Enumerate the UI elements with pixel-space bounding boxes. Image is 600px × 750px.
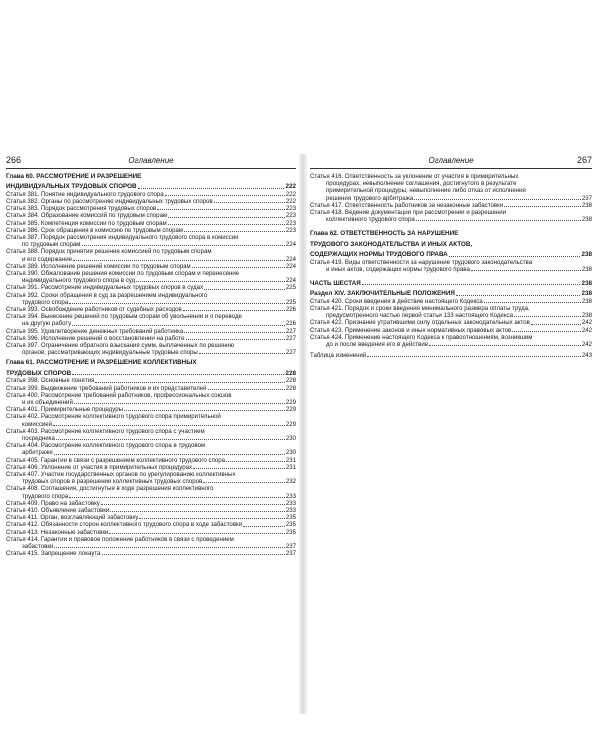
dot-leader xyxy=(484,301,581,303)
toc-heading xyxy=(310,230,592,237)
toc-entry xyxy=(310,202,592,209)
dot-leader xyxy=(186,338,285,340)
entry-page-number: 238 xyxy=(581,216,592,224)
entry-title: коллективного трудового спора xyxy=(326,216,415,224)
entry-page-number: 242 xyxy=(581,341,592,349)
dot-leader xyxy=(157,208,285,210)
entry-page-number: 231 xyxy=(285,456,296,464)
spacer xyxy=(310,223,592,227)
toc-entry xyxy=(6,442,296,449)
entry-title: Статья 416. Ответственность за уклонение от участия в примирительных xyxy=(310,173,519,180)
entry-title: и иных актов, содержащих нормы трудового права xyxy=(326,265,470,273)
running-head xyxy=(310,154,592,169)
dot-leader xyxy=(168,223,285,225)
entry-page-number: 223 xyxy=(285,226,296,234)
toc-entry xyxy=(6,234,296,241)
entry-title: СОДЕРЖАЩИХ НОРМЫ ТРУДОВОГО ПРАВА xyxy=(310,251,448,259)
dot-leader xyxy=(53,424,285,426)
entry-page-number: 223 xyxy=(285,219,296,227)
toc-entry xyxy=(310,216,592,223)
entry-title: Статья 423. Применение законов и иных нормативных правовых актов xyxy=(310,326,512,334)
entry-title: по трудовым спорам xyxy=(22,241,81,249)
toc-entry xyxy=(310,187,592,194)
entry-title: Статья 393. Освобождение работников от судебных расходов xyxy=(6,306,182,314)
entry-page-number: 227 xyxy=(285,327,296,335)
dot-leader xyxy=(101,503,285,505)
entry-page-number: 227 xyxy=(285,334,296,342)
entry-title: Статья 420. Сроки введения в действие настоящего Кодекса xyxy=(310,297,483,305)
dot-leader xyxy=(136,280,285,282)
entry-page-number: 237 xyxy=(285,550,296,558)
entry-title: Таблица изменений xyxy=(310,352,367,360)
toc-entry xyxy=(310,259,592,266)
spacer xyxy=(310,273,592,277)
entry-title: Статья 424. Применение настоящего Кодекса к правоотношениям, возникшим xyxy=(310,333,533,341)
entry-title: Статья 387. Порядок рассмотрения индивидуального трудового спора в комиссии xyxy=(6,234,239,242)
dot-leader xyxy=(429,344,581,346)
toc-entry xyxy=(310,298,592,305)
entry-title: Статья 413. Незаконные забастовки xyxy=(6,528,109,536)
entry-title: до и после введения его в действие xyxy=(326,341,429,349)
toc-entry xyxy=(6,385,296,392)
toc-entry xyxy=(6,413,296,420)
page-number: 266 xyxy=(6,155,22,165)
dot-leader xyxy=(214,201,285,203)
entry-page-number: 226 xyxy=(285,320,296,328)
entry-title: Статья 398. Основные понятия xyxy=(6,377,95,385)
entry-title: Статья 391. Рассмотрение индивидуальных трудовых споров в судах xyxy=(6,284,204,292)
dot-leader xyxy=(514,315,581,317)
page-gutter xyxy=(299,154,307,714)
toc-entry xyxy=(310,352,592,359)
entry-page-number: 229 xyxy=(285,398,296,406)
dot-leader xyxy=(69,496,285,498)
toc-entry xyxy=(6,406,296,413)
entry-page-number: 235 xyxy=(285,528,296,536)
toc-entry xyxy=(6,292,296,299)
running-title: Оглавление xyxy=(128,156,174,165)
dot-leader xyxy=(168,216,285,218)
entry-title: Статья 406. Уклонение от участия в примирительных процедурах xyxy=(6,463,193,471)
entry-title: Раздел XIV. ЗАКЛЮЧИТЕЛЬНЫЕ ПОЛОЖЕНИЯ xyxy=(310,290,455,298)
toc-entry xyxy=(6,342,296,349)
dot-leader xyxy=(102,553,285,555)
toc-entry xyxy=(6,277,296,284)
entry-title: Статья 408. Соглашения, достигнутые в ходе разрешения коллективного xyxy=(6,485,214,493)
entry-page-number: 232 xyxy=(285,478,296,486)
entry-title: Статья 384. Образование комиссий по трудовым спорам xyxy=(6,212,168,220)
toc-entry xyxy=(6,500,296,507)
toc-entry xyxy=(310,173,592,180)
toc-entry xyxy=(310,180,592,187)
dot-leader xyxy=(414,198,581,200)
toc-entry xyxy=(6,306,296,313)
entry-title: Статья 385. Компетенция комиссии по трудовым спорам xyxy=(6,219,167,227)
entry-title: Статья 404. Рассмотрение коллективного трудового спора в трудовом xyxy=(6,442,206,450)
dot-leader xyxy=(139,517,285,519)
entry-title: Статья 411. Орган, возглавляющий забастовку xyxy=(6,514,139,522)
toc-entry xyxy=(6,241,296,248)
toc-entry xyxy=(6,299,296,306)
dot-leader xyxy=(208,388,285,390)
entry-title: Статья 407. Участие государственных органов по урегулированию коллективных xyxy=(6,470,236,478)
toc-entry xyxy=(310,334,592,341)
entry-page-number: 238 xyxy=(581,312,592,320)
page-number: 267 xyxy=(576,155,592,165)
right-page xyxy=(310,154,592,359)
entry-page-number: 224 xyxy=(285,262,296,270)
entry-title: решения трудового арбитража xyxy=(326,194,414,202)
entry-title: посредника xyxy=(22,434,55,442)
toc-entry xyxy=(6,435,296,442)
toc-entry xyxy=(6,543,296,550)
entry-page-number: 233 xyxy=(285,492,296,500)
entry-title: и его содержание xyxy=(22,255,72,263)
entry-title: ЧАСТЬ ШЕСТАЯ xyxy=(310,280,361,288)
toc-entry xyxy=(310,312,592,319)
entry-title: индивидуального трудового спора в суд xyxy=(22,277,136,285)
toc-heading xyxy=(310,290,592,297)
toc-entry xyxy=(6,227,296,234)
entry-title: Глава 60. РАССМОТРЕНИЕ И РАЗРЕШЕНИЕ xyxy=(6,173,142,180)
entry-title: Статья 382. Органы по рассмотрению индивидуальных трудовых споров xyxy=(6,198,213,206)
entry-page-number: 226 xyxy=(285,306,296,314)
running-head xyxy=(6,154,296,169)
dot-leader xyxy=(471,269,581,271)
toc-entry xyxy=(6,536,296,543)
entry-title: Статья 417. Ответственность работников за незаконные забастовки xyxy=(310,201,504,209)
toc-entry xyxy=(6,328,296,335)
entry-page-number: 235 xyxy=(285,514,296,522)
dot-leader xyxy=(449,255,581,257)
table-of-contents xyxy=(6,173,296,557)
entry-title: ТРУДОВОГО ЗАКОНОДАТЕЛЬСТВА И ИНЫХ АКТОВ, xyxy=(310,240,473,248)
toc-entry xyxy=(6,421,296,428)
toc-entry xyxy=(310,305,592,312)
dot-leader xyxy=(72,373,284,375)
entry-title: Статья 410. Объявление забастовки xyxy=(6,506,110,514)
dot-leader xyxy=(95,381,284,383)
toc-entry xyxy=(310,319,592,326)
entry-page-number: 223 xyxy=(285,212,296,220)
dot-leader xyxy=(416,219,581,221)
toc-entry xyxy=(6,449,296,456)
entry-page-number: 237 xyxy=(581,194,592,202)
toc-heading xyxy=(310,251,592,258)
entry-page-number: 222 xyxy=(285,183,296,191)
dot-leader xyxy=(56,438,285,440)
dot-leader xyxy=(367,355,581,357)
dot-leader xyxy=(109,532,284,534)
toc-entry xyxy=(6,550,296,557)
entry-title: Статья 390. Обжалование решения комиссии по трудовым спорам и перенесение xyxy=(6,270,240,278)
toc-entry xyxy=(310,327,592,334)
toc-entry xyxy=(6,212,296,219)
toc-entry xyxy=(6,248,296,255)
toc-entry xyxy=(6,349,296,356)
entry-title: органов, рассматривающих индивидуальные трудовые споры xyxy=(22,349,198,357)
dot-leader xyxy=(512,330,581,332)
toc-entry xyxy=(6,471,296,478)
toc-entry xyxy=(6,457,296,464)
entry-title: комиссией xyxy=(22,420,53,428)
toc-entry xyxy=(6,507,296,514)
dot-leader xyxy=(184,331,285,333)
dot-leader xyxy=(124,409,285,411)
entry-title: Статья 412. Обязанности сторон коллективного трудового спора в ходе забастовки xyxy=(6,521,243,529)
entry-page-number: 230 xyxy=(285,434,296,442)
entry-page-number: 237 xyxy=(285,542,296,550)
entry-page-number: 238 xyxy=(581,201,592,209)
dot-leader xyxy=(72,324,284,326)
left-page xyxy=(6,154,296,557)
entry-title: Статья 418. Ведение документации при рассмотрении и разрешении xyxy=(310,209,507,217)
entry-title: Статья 396. Исполнение решений о восстановлении на работе xyxy=(6,334,185,342)
toc-entry xyxy=(6,256,296,263)
toc-entry xyxy=(6,205,296,212)
entry-title: ТРУДОВЫХ СПОРОВ xyxy=(6,369,72,377)
dot-leader xyxy=(54,546,284,548)
entry-title: Статья 421. Порядок и сроки введения минимального размера оплаты труда, xyxy=(310,305,530,313)
dot-leader xyxy=(456,294,581,296)
toc-entry xyxy=(6,335,296,342)
toc-entry xyxy=(6,270,296,277)
dot-leader xyxy=(165,194,285,196)
entry-title: Статья 401. Примирительные процедуры xyxy=(6,406,123,414)
dot-leader xyxy=(73,259,285,261)
toc-entry xyxy=(6,514,296,521)
dot-leader xyxy=(243,525,285,527)
entry-title: Статья 415. Запрещение локаута xyxy=(6,550,101,558)
dot-leader xyxy=(110,510,285,512)
toc-entry xyxy=(6,493,296,500)
toc-entry xyxy=(6,392,296,399)
entry-title: Глава 61. РАССМОТРЕНИЕ И РАЗРЕШЕНИЕ КОЛЛЕКТИВНЫХ xyxy=(6,359,197,367)
dot-leader xyxy=(74,402,285,404)
entry-title: Статья 388. Порядок принятия решения комиссией по трудовым спорам xyxy=(6,248,212,256)
entry-title: забастовки xyxy=(22,542,54,550)
entry-title: Статья 409. Право на забастовку xyxy=(6,499,100,507)
entry-page-number: 238 xyxy=(581,297,592,305)
entry-page-number: 238 xyxy=(581,290,592,298)
dot-leader xyxy=(203,481,285,483)
entry-page-number: 233 xyxy=(285,499,296,507)
entry-title: трудовых споров в разрешении коллективных трудовых споров xyxy=(22,478,203,486)
entry-page-number: 230 xyxy=(285,449,296,457)
entry-title: трудового спора xyxy=(22,298,69,306)
dot-leader xyxy=(531,323,581,325)
toc-entry xyxy=(6,191,296,198)
entry-page-number: 235 xyxy=(285,521,296,529)
entry-title: предусмотренного частью первой статьи 133 настоящего Кодекса xyxy=(326,312,513,320)
dot-leader xyxy=(69,302,285,304)
entry-title: Статья 422. Признание утратившими силу отдельных законодательных актов xyxy=(310,319,530,327)
dot-leader xyxy=(82,244,285,246)
toc-entry xyxy=(6,478,296,485)
entry-title: Статья 392. Сроки обращения в суд за разрешением индивидуального xyxy=(6,291,208,299)
toc-entry xyxy=(6,320,296,327)
entry-title: Статья 399. Выдвижение требований работников и их представителей xyxy=(6,384,207,392)
toc-heading xyxy=(6,370,296,377)
dot-leader xyxy=(199,352,285,354)
entry-title: Статья 414. Гарантии и правовое положение работников в связи с проведением xyxy=(6,535,234,543)
entry-page-number: 227 xyxy=(285,349,296,357)
toc-entry xyxy=(310,266,592,273)
entry-title: трудового спора xyxy=(22,492,69,500)
entry-title: арбитраже xyxy=(22,449,53,457)
toc-entry xyxy=(310,195,592,202)
entry-page-number: 229 xyxy=(285,420,296,428)
entry-page-number: 228 xyxy=(285,384,296,392)
toc-entry xyxy=(6,529,296,536)
entry-page-number: 225 xyxy=(285,298,296,306)
toc-entry xyxy=(6,399,296,406)
entry-title: Статья 394. Вынесение решений по трудовым спорам об увольнении и о переводе xyxy=(6,313,242,321)
entry-page-number: 228 xyxy=(285,369,296,377)
entry-title: Статья 397. Ограничение обратного взыскания сумм, выплаченных по решению xyxy=(6,342,235,350)
dot-leader xyxy=(226,460,285,462)
entry-title: ИНДИВИДУАЛЬНЫХ ТРУДОВЫХ СПОРОВ xyxy=(6,183,137,191)
entry-page-number: 224 xyxy=(285,277,296,285)
entry-page-number: 231 xyxy=(285,463,296,471)
entry-title: Статья 403. Рассмотрение коллективного трудового спора с участием xyxy=(6,427,205,435)
entry-title: примирительной процедуры, невыполнение либо отказ от исполнения xyxy=(326,187,526,195)
toc-entry xyxy=(6,377,296,384)
toc-entry xyxy=(310,209,592,216)
entry-title: процедурах, невыполнение соглашения, достигнутого в результате xyxy=(326,180,517,188)
entry-page-number: 224 xyxy=(285,241,296,249)
toc-entry xyxy=(6,521,296,528)
entry-page-number: 222 xyxy=(285,190,296,198)
entry-page-number: 225 xyxy=(285,284,296,292)
toc-entry xyxy=(6,464,296,471)
toc-entry xyxy=(310,341,592,348)
entry-page-number: 242 xyxy=(581,326,592,334)
toc-entry xyxy=(6,428,296,435)
toc-entry xyxy=(6,313,296,320)
entry-page-number: 222 xyxy=(285,198,296,206)
entry-title: Статья 383. Порядок рассмотрения трудовых споров xyxy=(6,205,157,213)
entry-page-number: 238 xyxy=(581,280,592,288)
dot-leader xyxy=(504,205,581,207)
toc-entry xyxy=(6,220,296,227)
entry-page-number: 228 xyxy=(285,377,296,385)
entry-title: Статья 419. Виды ответственности за нарушение трудового законодательства xyxy=(310,258,533,266)
dot-leader xyxy=(138,187,285,189)
entry-title: Статья 400. Рассмотрение требований работников, профессиональных союзов xyxy=(6,391,232,399)
dot-leader xyxy=(54,453,285,455)
dot-leader xyxy=(183,309,285,311)
entry-title: и их объединений xyxy=(22,398,73,406)
entry-page-number: 229 xyxy=(285,406,296,414)
entry-page-number: 233 xyxy=(285,506,296,514)
entry-page-number: 238 xyxy=(581,251,592,259)
entry-title: Статья 389. Исполнение решений комиссии по трудовым спорам xyxy=(6,262,191,270)
running-title: Оглавление xyxy=(428,156,474,165)
entry-title: Статья 395. Удовлетворение денежных требований работника xyxy=(6,327,184,335)
dot-leader xyxy=(192,266,285,268)
toc-entry xyxy=(6,198,296,205)
table-of-contents xyxy=(310,173,592,359)
entry-title: Глава 62. ОТВЕТСТВЕННОСТЬ ЗА НАРУШЕНИЕ xyxy=(310,230,459,238)
entry-page-number: 238 xyxy=(581,265,592,273)
entry-title: на другую работу xyxy=(22,320,72,328)
entry-title: Статья 405. Гарантии в связи с разрешением коллективного трудового спора xyxy=(6,456,226,464)
dot-leader xyxy=(204,288,285,290)
entry-page-number: 242 xyxy=(581,319,592,327)
entry-page-number: 243 xyxy=(581,352,592,360)
dot-leader xyxy=(193,467,285,469)
entry-page-number: 224 xyxy=(285,255,296,263)
entry-title: Статья 386. Срок обращения в комиссию по трудовым спорам xyxy=(6,226,184,234)
toc-heading xyxy=(6,359,296,366)
toc-entry xyxy=(6,284,296,291)
entry-title: Статья 381. Понятие индивидуального трудового спора xyxy=(6,190,164,198)
book-spread xyxy=(6,154,594,716)
entry-title: Статья 402. Рассмотрение коллективного трудового спора примирительной xyxy=(6,413,221,421)
toc-heading xyxy=(310,280,592,287)
entry-page-number: 223 xyxy=(285,205,296,213)
dot-leader xyxy=(362,283,581,285)
toc-entry xyxy=(6,263,296,270)
toc-heading xyxy=(6,183,296,190)
dot-leader xyxy=(184,230,285,232)
toc-entry xyxy=(6,485,296,492)
toc-heading xyxy=(310,241,592,248)
toc-heading xyxy=(6,173,296,180)
